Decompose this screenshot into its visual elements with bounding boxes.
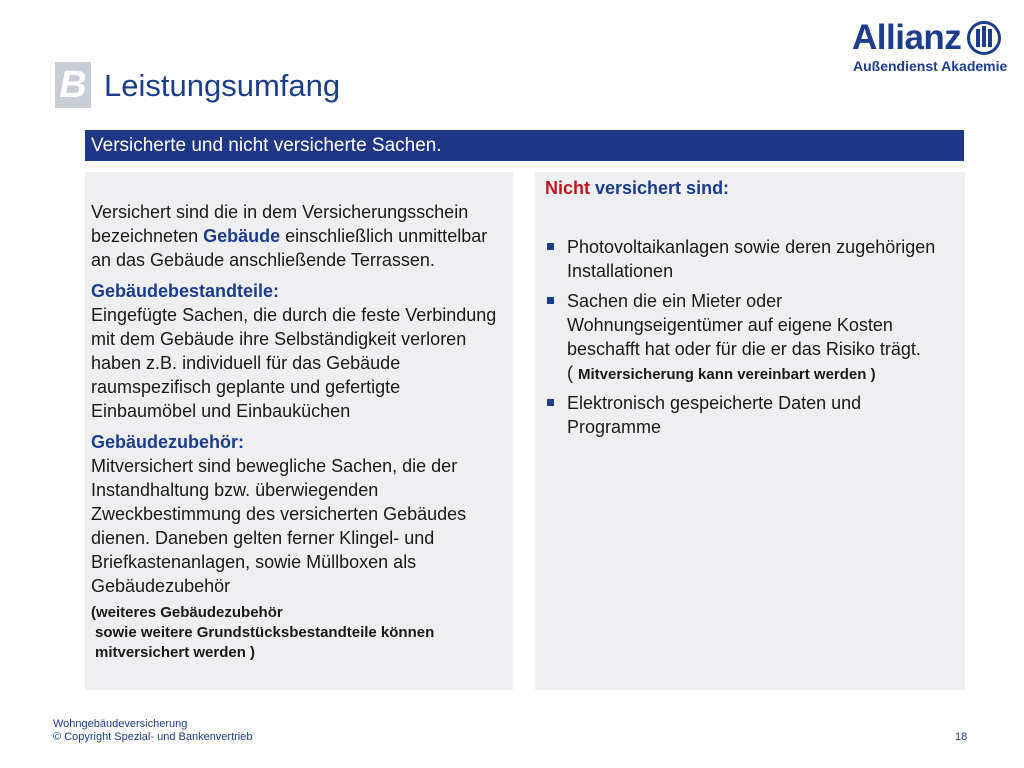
- page-number: 18: [955, 731, 968, 743]
- section-heading-building-components: Gebäudebestandteile:: [91, 281, 280, 301]
- not-insured-list: [545, 235, 955, 439]
- allianz-eagle-emblem-icon: [966, 20, 1002, 56]
- not-insured-heading: Nicht versichert sind:: [545, 178, 730, 198]
- page-title: Leistungsumfang: [104, 68, 341, 103]
- footer-copyright: © Copyright Spezial- und Bankenvertrieb: [53, 731, 253, 743]
- list-item: Sachen die ein Mieter oder Wohnungseigentümer auf eigene Kosten beschafft hat oder für die er das Risiko trägt. ( Mitversicherung kann vereinbart werden ): [545, 289, 955, 385]
- bullet-square-icon: [547, 243, 554, 250]
- bullet-square-icon: [547, 297, 554, 304]
- subtitle-bar: Versicherte und nicht versicherte Sachen.: [85, 130, 964, 161]
- accessories-note-line2: sowie weitere Grundstücksbestandteile können: [95, 624, 435, 641]
- intro-text: Versichert sind die in dem Versicherungsschein bezeichneten Gebäude einschließlich unmittelbar an das Gebäude anschließende Terrassen.: [91, 202, 488, 270]
- allianz-logo: [852, 18, 1008, 78]
- co-insurance-note: Mitversicherung kann vereinbart werden ): [578, 366, 876, 383]
- not-emphasis: Nicht: [545, 178, 590, 198]
- accessories-note-line1: (weiteres Gebäudezubehör: [91, 604, 283, 621]
- insured-items-panel: [85, 172, 513, 690]
- list-item: Elektronisch gespeicherte Daten und Programme: [545, 391, 955, 439]
- list-item: Photovoltaikanlagen sowie deren zugehörigen Installationen: [545, 235, 955, 283]
- building-components-text: Eingefügte Sachen, die durch die feste Verbindung mit dem Gebäude ihre Selbständigkeit verloren haben z.B. individuell für das Gebäude raumspezifisch geplante und gefertigte Einbaumöbel und Einbauküchen: [91, 305, 497, 421]
- accessories-note-line3: mitversichert werden ): [95, 644, 256, 661]
- building-accessories-text: Mitversichert sind bewegliche Sachen, die der Instandhaltung bzw. überwiegenden Zweckbestimmung des versicherten Gebäudes dienen. Daneben gelten ferner Klingel- und Briefkastenanlagen, sowie Müllboxen als Gebäudezubehör: [91, 456, 467, 596]
- logo-subtitle: Außendienst Akademie: [853, 58, 1008, 74]
- footer-product-name: Wohngebäudeversicherung: [53, 718, 188, 730]
- building-emphasis: Gebäude: [203, 226, 281, 246]
- logo-wordmark: Allianz: [852, 18, 962, 57]
- bullet-square-icon: [547, 399, 554, 406]
- not-insured-panel: [535, 172, 965, 690]
- section-badge: B: [55, 62, 91, 108]
- section-heading-building-accessories: Gebäudezubehör:: [91, 432, 245, 452]
